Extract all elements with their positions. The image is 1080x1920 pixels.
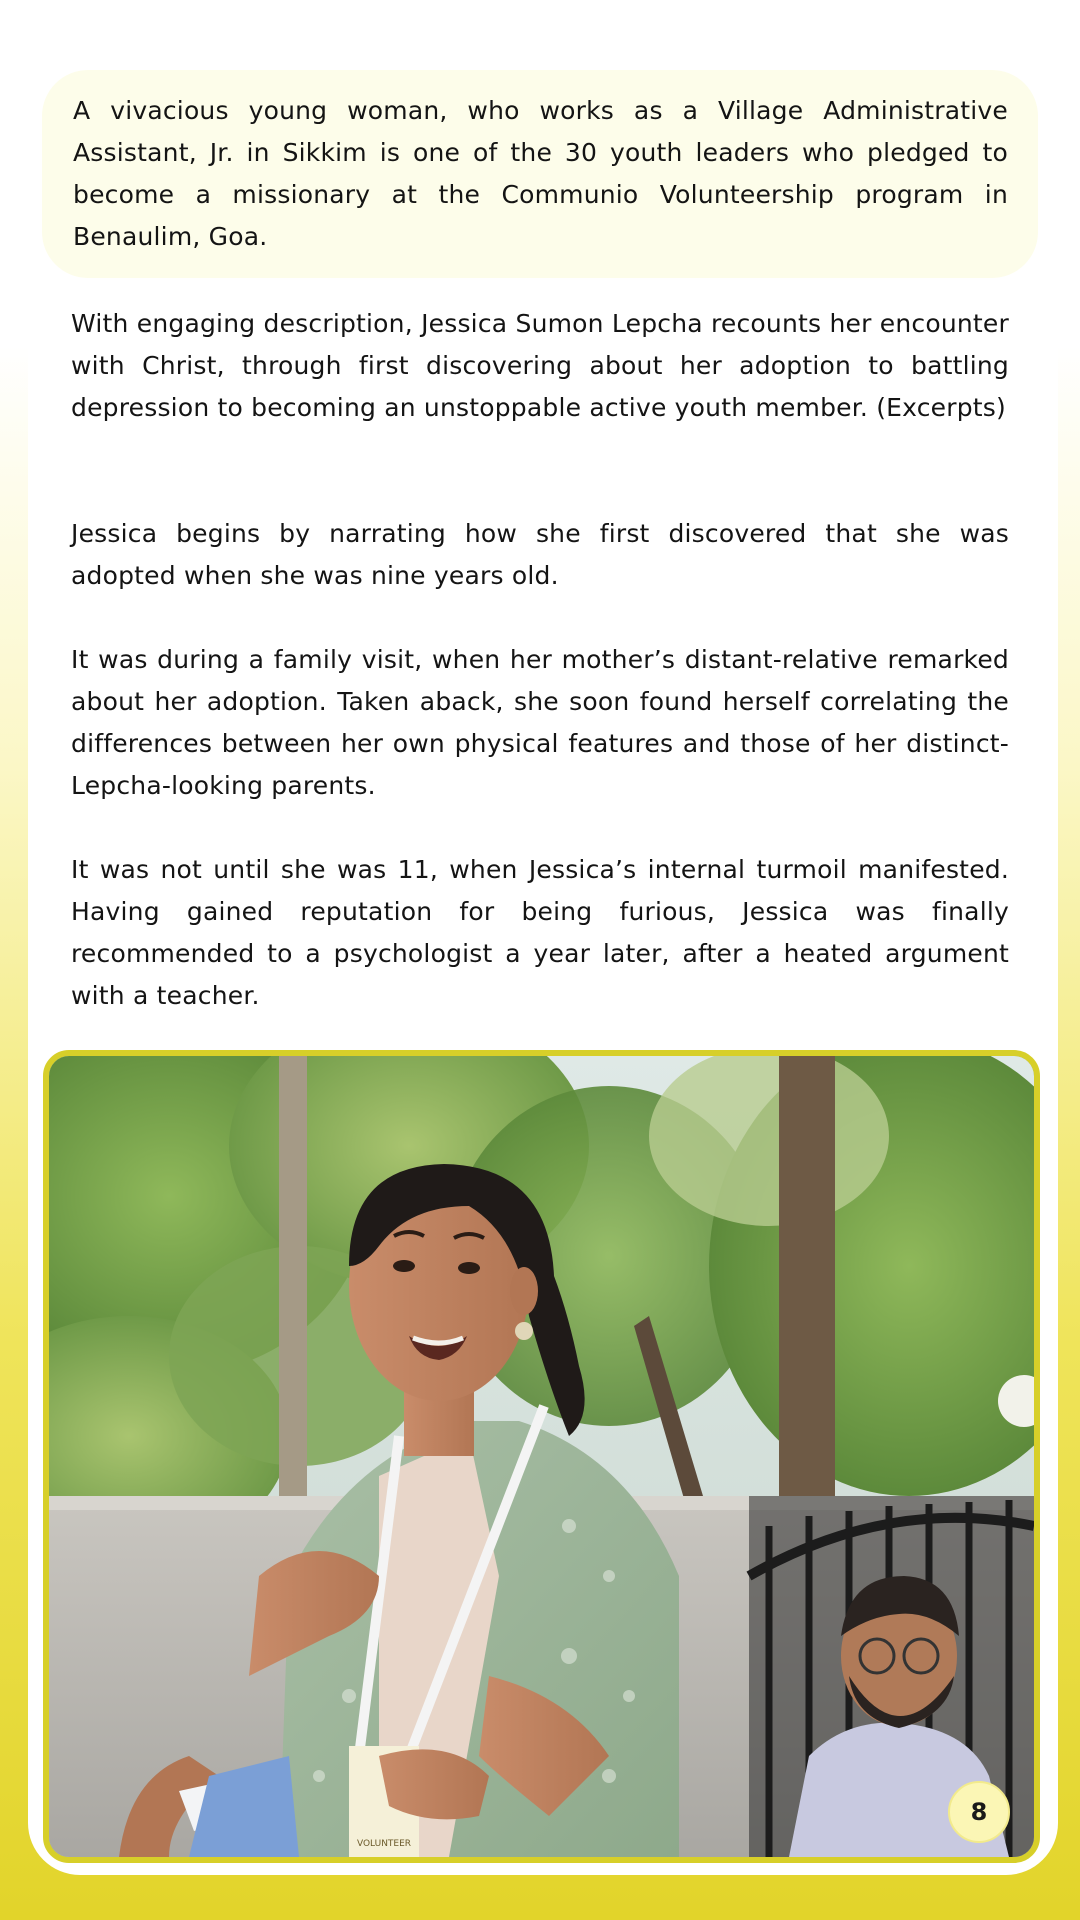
page-number: 8 (948, 1781, 1010, 1843)
lanyard-text: VOLUNTEER (356, 1839, 412, 1849)
intro-box (42, 70, 1038, 278)
paragraph-3: It was during a family visit, when her mother’s distant-relative remarked about her adoption. Taken aback, she soon found herself correlating the differences between her own physical features and those of her distinct-Lepcha-looking parents. (71, 645, 1009, 800)
paragraph-4: It was not until she was 11, when Jessica’s internal turmoil manifested. Having gained reputation for being furious, Jessica was finally recommended to a psychologist a year later, after a heated argument with a teacher. (71, 855, 1009, 1010)
photo-frame (43, 1050, 1040, 1863)
woman-speaking-photo (49, 1056, 1034, 1857)
paragraph-1: With engaging description, Jessica Sumon Lepcha recounts her encounter with Christ, through first discovering about her adoption to battling depression to becoming an unstoppable active youth member. (Excerpts) (71, 309, 1009, 422)
paragraph-2: Jessica begins by narrating how she first discovered that she was adopted when she was nine years old. (71, 519, 1009, 590)
intro-paragraph: A vivacious young woman, who works as a Village Administrative Assistant, Jr. in Sikkim is one of the 30 youth leaders who pledged to become a missionary at the Communio Volunteership program in Benaulim, Goa. (73, 96, 1008, 251)
